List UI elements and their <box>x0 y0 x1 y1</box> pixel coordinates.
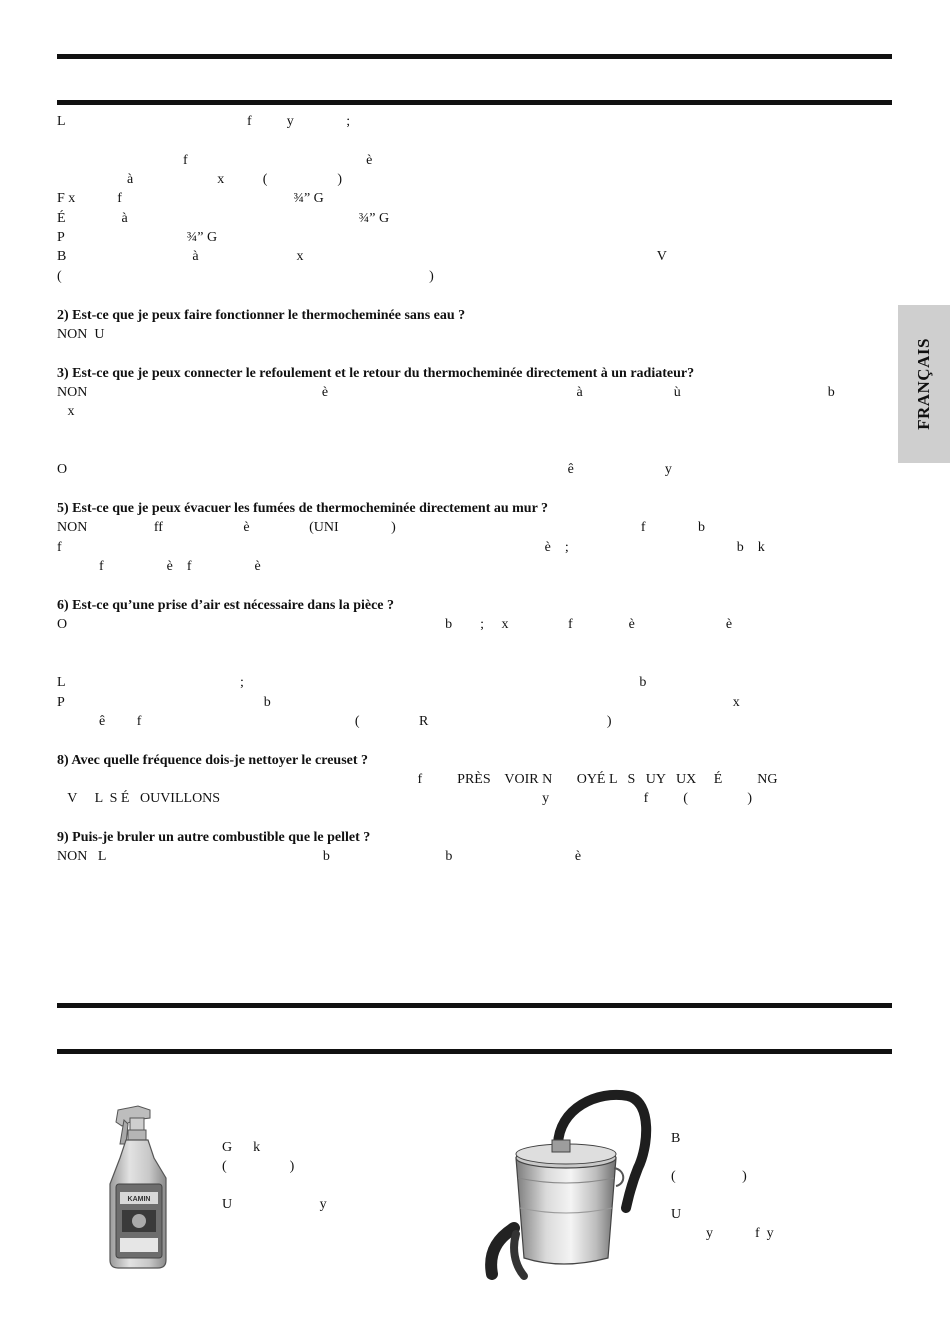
faq-line <box>57 286 892 306</box>
faq-line: f è f è <box>57 559 261 575</box>
faq-line <box>57 441 892 461</box>
accessory-left-line <box>222 1176 327 1195</box>
spray-bottle-image <box>104 1104 174 1272</box>
faq-question: 3) Est-ce que je peux connecter le refoulement et le retour du thermocheminée directement à un radiateur? <box>57 365 695 381</box>
faq-line: O ê y <box>57 462 672 478</box>
faq-line <box>57 480 892 500</box>
faq-line <box>57 422 892 442</box>
language-tab <box>898 305 950 463</box>
faq-line <box>57 131 892 151</box>
faq-line: NON è à ù b <box>57 384 835 400</box>
faq-line: ê f ( R ) <box>57 713 612 729</box>
faq-question: 5) Est-ce que je peux évacuer les fumées de thermocheminée directement au mur ? <box>57 501 549 516</box>
faq-line: F x f ¾” G <box>57 191 324 207</box>
accessory-left-line: G k <box>222 1140 261 1155</box>
faq-question: 9) Puis-je bruler un autre combustible que le pellet ? <box>57 829 371 845</box>
ash-vacuum-image <box>478 1088 668 1280</box>
faq-question: 2) Est-ce que je peux faire fonctionner le thermocheminée sans eau ? <box>57 307 466 323</box>
faq-question: 8) Avec quelle fréquence dois-je nettoyer le creuset ? <box>57 752 369 768</box>
faq-line: f è <box>57 152 373 168</box>
faq-line: NON ff è (UNI ) f b <box>57 520 705 536</box>
faq-line: ( ) <box>57 268 434 284</box>
faq-line <box>57 654 892 674</box>
language-tab-label: FRANÇAIS <box>914 338 933 430</box>
faq-line <box>57 809 892 829</box>
bottom-rule-1 <box>57 1003 892 1008</box>
faq-line <box>57 731 892 751</box>
faq-line: V L S É OUVILLONS y f ( ) <box>57 791 753 807</box>
faq-line: NON L b b è <box>57 849 582 865</box>
top-rule-1 <box>57 54 892 59</box>
faq-line: É à ¾” G <box>57 210 390 226</box>
faq-line: P b x <box>57 694 740 710</box>
faq-line: O b ; x f è è <box>57 617 733 633</box>
faq-line <box>57 634 892 654</box>
accessory-right-line <box>671 1186 774 1205</box>
faq-line: L ; b <box>57 675 647 691</box>
accessory-right-text <box>671 1129 774 1243</box>
accessory-right-line: U <box>671 1207 682 1222</box>
top-rule-2 <box>57 100 892 105</box>
faq-line: B à x V <box>57 249 667 265</box>
bottle-label-text: KAMIN <box>127 1196 151 1203</box>
accessory-left-line: ( ) <box>222 1159 295 1174</box>
faq-line: à x ( ) <box>57 172 343 188</box>
faq-line: L f y ; <box>57 114 351 129</box>
accessory-right-line: ( ) <box>671 1169 747 1184</box>
accessory-right-line: y f y <box>671 1226 774 1241</box>
bottom-rule-2 <box>57 1049 892 1054</box>
faq-line <box>57 344 892 364</box>
faq-line: f è ; b k <box>57 539 765 555</box>
accessory-right-line <box>671 1148 774 1167</box>
accessory-left-text <box>222 1138 327 1214</box>
faq-line: f PRÈS VOIR N OYÉ L S UY UX É NG <box>57 771 778 787</box>
faq-line: P ¾” G <box>57 230 218 246</box>
faq-line <box>57 576 892 596</box>
faq-line: NON U <box>57 326 105 342</box>
accessory-right-line: B <box>671 1131 681 1146</box>
faq-question: 6) Est-ce qu’une prise d’air est nécessaire dans la pièce ? <box>57 597 395 613</box>
faq-line: x <box>57 404 75 420</box>
accessory-left-line: U y <box>222 1197 327 1212</box>
